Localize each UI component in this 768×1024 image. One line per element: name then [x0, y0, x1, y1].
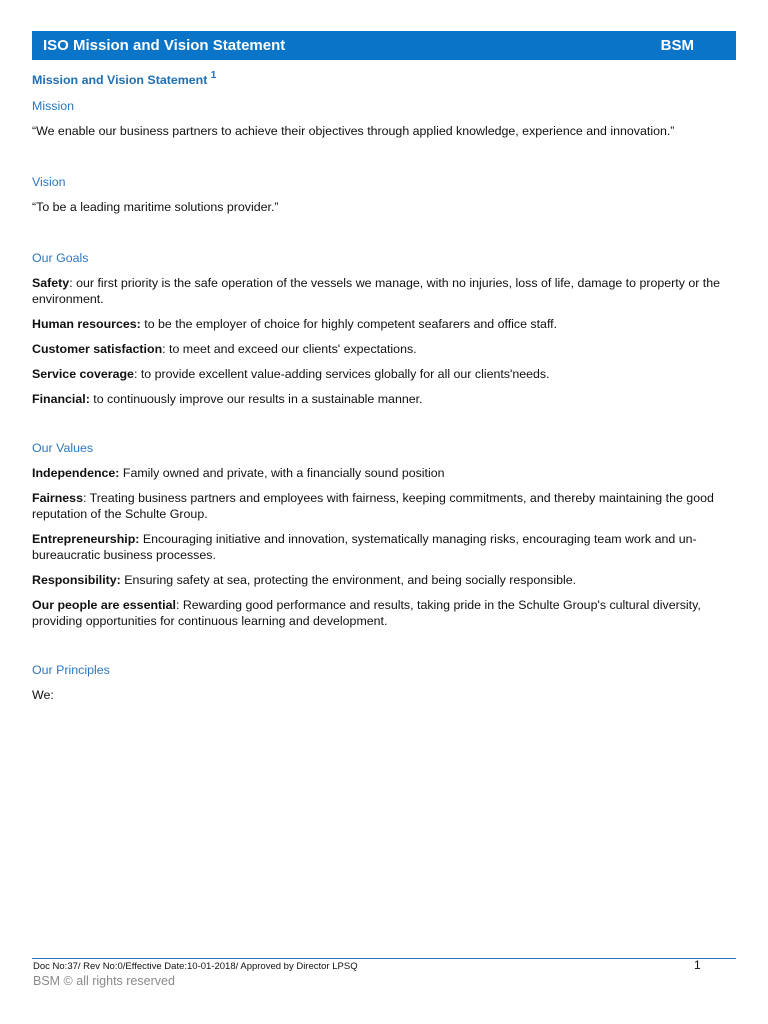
value-item-independence [32, 465, 732, 481]
footnote-marker: 1 [210, 70, 217, 81]
value-item-fairness [32, 490, 732, 522]
goal-term: Safety [32, 276, 70, 291]
values-heading: Our Values [32, 441, 94, 456]
document-title-text: Mission and Vision Statement [32, 73, 208, 88]
document-body [32, 66, 732, 703]
header-bar [32, 31, 736, 60]
value-term: Responsibility: [32, 573, 121, 588]
value-item-people [32, 597, 732, 629]
principles-heading: Our Principles [32, 663, 110, 678]
footer-doc-info: Doc No:37/ Rev No:0/Effective Date:10-01-2018/ Approved by Director LPSQ [33, 961, 358, 972]
page-number: 1 [694, 958, 701, 972]
principles-intro: We: [32, 688, 54, 703]
value-term: Fairness [32, 491, 83, 506]
goal-item-financial [32, 391, 732, 407]
goal-text: : to provide excellent value-adding services globally for all our clients'needs. [133, 367, 550, 382]
goal-term: Financial: [32, 392, 90, 407]
value-item-entrepreneurship [32, 531, 732, 563]
mission-heading: Mission [32, 99, 74, 114]
goal-term: Customer satisfaction [32, 342, 163, 357]
header-brand: BSM [660, 37, 694, 54]
value-text: : Treating business partners and employees with fairness, keeping commitments, and thereby maintaining the good reputation of the Schulte Group. [32, 491, 714, 522]
vision-text: “To be a leading maritime solutions provider.” [32, 200, 279, 215]
value-text: Encouraging initiative and innovation, systematically managing risks, encouraging team work and un-bureaucratic business processes. [32, 532, 697, 563]
goal-item-service-coverage [32, 366, 732, 382]
value-text: Family owned and private, with a financially sound position [119, 466, 445, 481]
vision-heading: Vision [32, 175, 66, 190]
goal-item-customer-satisfaction [32, 341, 732, 357]
footer-divider [32, 958, 736, 959]
footer-copyright: BSM © all rights reserved [33, 974, 175, 988]
goal-term: Service coverage [32, 367, 134, 382]
goal-text: : to meet and exceed our clients' expectations. [162, 342, 417, 357]
value-text: : Rewarding good performance and results, taking pride in the Schulte Group's cultural diversity, providing opportunities for continuous learning and development. [32, 598, 701, 629]
value-term: Our people are essential [32, 598, 176, 613]
value-term: Independence: [32, 466, 120, 481]
goal-term: Human resources: [32, 317, 141, 332]
goals-heading: Our Goals [32, 251, 89, 266]
document-title [32, 66, 732, 88]
mission-text: “We enable our business partners to achieve their objectives through applied knowledge, experience and innovation.” [32, 124, 675, 139]
header-title: ISO Mission and Vision Statement [43, 37, 286, 54]
value-term: Entrepreneurship: [32, 532, 140, 547]
goal-text: to continuously improve our results in a sustainable manner. [89, 392, 423, 407]
goal-text: to be the employer of choice for highly competent seafarers and office staff. [140, 317, 558, 332]
value-item-responsibility [32, 572, 732, 588]
goal-item-safety [32, 275, 732, 307]
value-text: Ensuring safety at sea, protecting the environment, and being socially responsible. [120, 573, 577, 588]
goal-text: : our first priority is the safe operation of the vessels we manage, with no injuries, loss of life, damage to property or the environment. [32, 276, 721, 307]
goal-item-human-resources [32, 316, 732, 332]
